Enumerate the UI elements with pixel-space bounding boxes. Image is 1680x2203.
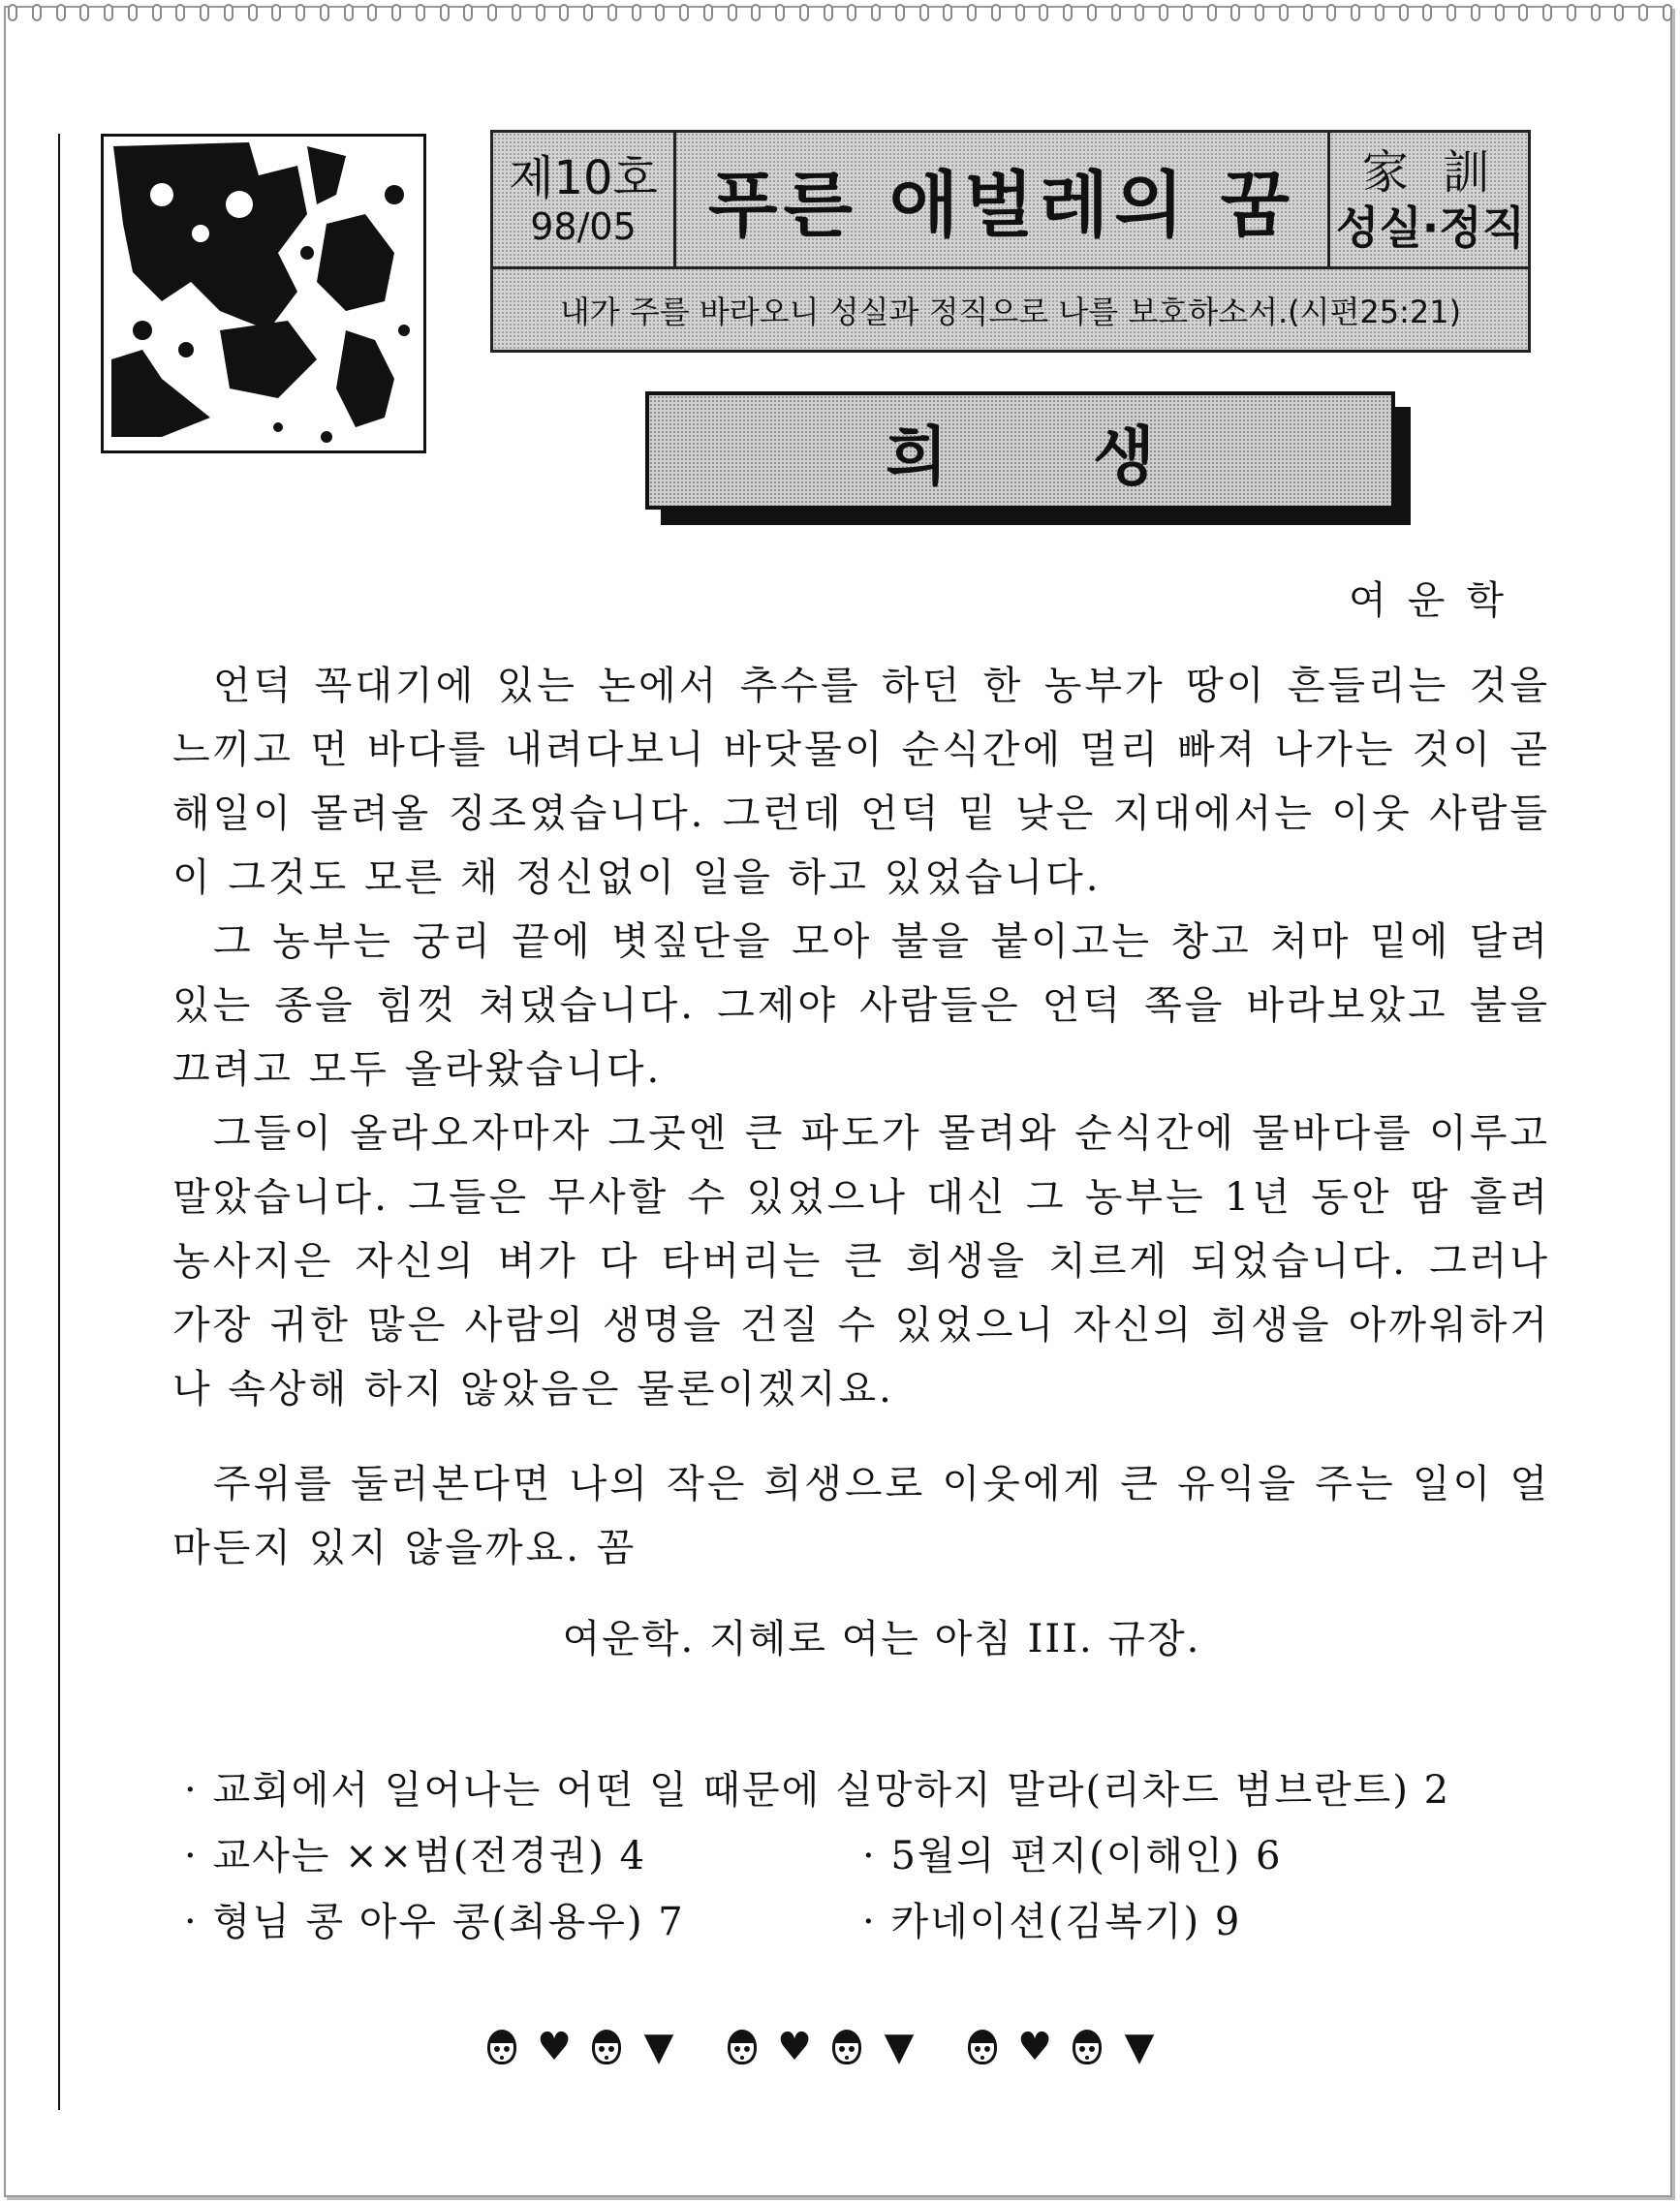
article-paragraph: 주위를 둘러본다면 나의 작은 희생으로 이웃에게 큰 유익을 주는 일이 얼마든지 있지 않을까요. 꼼 [172,1462,1550,1570]
spiral-ring-icon [320,4,329,21]
article-title: 희생 [886,419,1300,494]
spiral-ring-icon [296,4,305,21]
face-icon [829,2028,864,2066]
spiral-ring-icon [1663,4,1672,21]
heart-icon: ♥ [1017,2025,1052,2069]
spiral-ring-icon [1447,4,1456,21]
contents-item[interactable] [862,1823,1282,1889]
contents-item[interactable] [184,1823,862,1889]
spiral-ring-icon [583,4,593,21]
article-paragraph: 그 농부는 궁리 끝에 볏짚단을 모아 불을 붙이고는 창고 처마 밑에 달려 있는 종을 힘껏 쳐댔습니다. 그제야 사람들은 언덕 쪽을 바라보았고 불을 끄려고 모두 올라왔습니다. [172,919,1550,1092]
contents-item-title: 카네이션(김복기) [890,1900,1201,1944]
newsletter-masthead [490,130,1531,353]
spiral-ring-icon [1135,4,1144,21]
spiral-ring-icon [1422,4,1432,21]
contents-row [184,1889,1560,1955]
spiral-ring-icon [248,4,258,21]
spiral-ring-icon [512,4,521,21]
contents-item-title: 형님 콩 아우 콩(최용우) [212,1900,644,1944]
spiral-ring-icon [344,4,354,21]
contents-item-title: 교사는 ××범(전경권) [212,1834,606,1878]
motto-kanji: 家 訓 [1361,145,1500,200]
gem-icon: ▼ [643,2025,674,2069]
contents-item-page: 4 [619,1834,647,1878]
spiral-ring-icon [175,4,185,21]
spiral-ring-icon [703,4,713,21]
contents-item-page: 7 [658,1900,685,1944]
spiral-ring-icon [1015,4,1025,21]
face-icon [484,2028,519,2066]
decoration-group [725,2025,917,2069]
spiral-ring-icon [79,4,89,21]
logo-illustration [101,134,426,453]
bible-verse: 내가 주를 바라오니 성실과 정직으로 나를 보호하소서.(시편25:21) [559,293,1462,330]
gem-icon: ▼ [884,2025,915,2069]
spiral-ring-icon [943,4,952,21]
spiral-ring-icon [1326,4,1336,21]
spiral-ring-icon [1159,4,1168,21]
decoration-group [484,2025,676,2069]
spiral-ring-icon [1399,4,1409,21]
contents-item-page: 2 [1423,1768,1451,1813]
contents-row [184,1757,1560,1823]
spiral-ring-icon [1495,4,1505,21]
caterpillar-logo-icon [104,137,423,450]
issue-number: 제10호 [509,151,658,205]
spiral-ring-icon [1591,4,1601,21]
spiral-ring-icon [919,4,929,21]
spiral-ring-icon [632,4,641,21]
spiral-ring-icon [991,4,1001,21]
spiral-ring-icon [775,4,785,21]
decoration-group [965,2025,1157,2069]
issue-info [493,133,676,269]
spiral-ring-icon [1230,4,1240,21]
spiral-ring-icon [799,4,809,21]
spiral-ring-icon [967,4,977,21]
spiral-ring-icon [871,4,881,21]
spiral-ring-icon [655,4,665,21]
spiral-ring-icon [1063,4,1073,21]
contents-item-page: 6 [1256,1834,1283,1878]
spiral-ring-icon [200,4,209,21]
contents-item-title: 5월의 편지(이해인) [890,1834,1242,1878]
motto-text: 성실·정직 [1335,202,1526,254]
spiral-ring-icon [32,4,42,21]
spiral-ring-icon [440,4,450,21]
spiral-ring-icon [1542,4,1552,21]
spiral-ring-icon [607,4,617,21]
spiral-ring-icon [391,4,401,21]
spiral-ring-icon [1518,4,1528,21]
spiral-ring-icon [416,4,425,21]
gem-icon: ▼ [1124,2025,1155,2069]
article-author: 여운학 [1349,578,1525,623]
article-source: 여운학. 지혜로 여는 아침 III. 규장. [562,1617,1201,1661]
spiral-ring-icon [1303,4,1313,21]
left-margin-rule [58,134,60,2110]
spiral-ring-icon [1111,4,1121,21]
spiral-ring-icon [1567,4,1576,21]
contents-item[interactable] [862,1889,1241,1955]
spiral-ring-icon [1471,4,1480,21]
spiral-ring-icon [1638,4,1648,21]
spiral-ring-icon [679,4,689,21]
spiral-ring-icon [1087,4,1097,21]
face-icon [725,2028,760,2066]
contents-item[interactable] [184,1757,1450,1823]
heart-icon: ♥ [777,2025,812,2069]
face-icon [589,2028,624,2066]
contents-row [184,1823,1560,1889]
spiral-ring-icon [104,4,113,21]
spiral-ring-icon [1183,4,1193,21]
decorative-border [484,2023,1260,2071]
spiral-ring-icon [128,4,138,21]
spiral-ring-icon [487,4,497,21]
face-icon [965,2028,1000,2066]
article-paragraph: 언덕 꼭대기에 있는 논에서 추수를 하던 한 농부가 땅이 흔들리는 것을 느끼고 먼 바다를 내려다보니 바닷물이 순식간에 멀리 빠져 나가는 것이 곧 해일이 몰려올 징조였습니다. 그런데 언덕 밑 낮은 지대에서는 이웃 사람들이 그것도 모른 채 정신없이 일을 하고 있었습니다. [172,664,1550,900]
spiral-ring-icon [847,4,856,21]
table-of-contents [184,1757,1560,1955]
spiral-ring-icon [1614,4,1624,21]
family-motto [1327,133,1531,269]
spiral-ring-icon [536,4,545,21]
spiral-binding [8,0,1672,25]
article-title-box [645,391,1395,510]
spiral-ring-icon [559,4,569,21]
spiral-ring-icon [367,4,377,21]
spiral-ring-icon [56,4,66,21]
newsletter-title: 푸른 애벌레의 꿈 [676,133,1327,269]
spiral-ring-icon [1207,4,1217,21]
spiral-ring-icon [728,4,737,21]
spiral-ring-icon [1351,4,1360,21]
spiral-ring-icon [1039,4,1048,21]
spiral-ring-icon [224,4,233,21]
issue-date: 98/05 [530,205,637,248]
heart-icon: ♥ [537,2025,572,2069]
spiral-ring-icon [1279,4,1289,21]
spiral-ring-icon [895,4,905,21]
spiral-ring-icon [824,4,833,21]
contents-item[interactable] [184,1889,862,1955]
spiral-ring-icon [1375,4,1384,21]
spiral-ring-icon [751,4,761,21]
article-body [172,654,1550,1580]
contents-item-page: 9 [1214,1900,1242,1944]
spiral-ring-icon [8,4,17,21]
spiral-ring-icon [463,4,473,21]
contents-item-title: 교회에서 일어나는 어떤 일 때문에 실망하지 말라(리차드 범브란트) [212,1768,1410,1813]
article-paragraph: 그들이 올라오자마자 그곳엔 큰 파도가 몰려와 순식간에 물바다를 이루고 말았습니다. 그들은 무사할 수 있었으나 대신 그 농부는 1년 동안 땀 흘려 농사지은 자신의 벼가 다 타버리는 큰 희생을 치르게 되었습니다. 그러나 가장 귀한 많은 사람의 생명을 건질 수 있었으니 자신의 희생을 아까워하거나 속상해 하지 않았음은 물론이겠지요. [172,1111,1550,1412]
face-icon [1070,2028,1104,2066]
spiral-ring-icon [271,4,281,21]
spiral-ring-icon [152,4,162,21]
spiral-ring-icon [1255,4,1264,21]
